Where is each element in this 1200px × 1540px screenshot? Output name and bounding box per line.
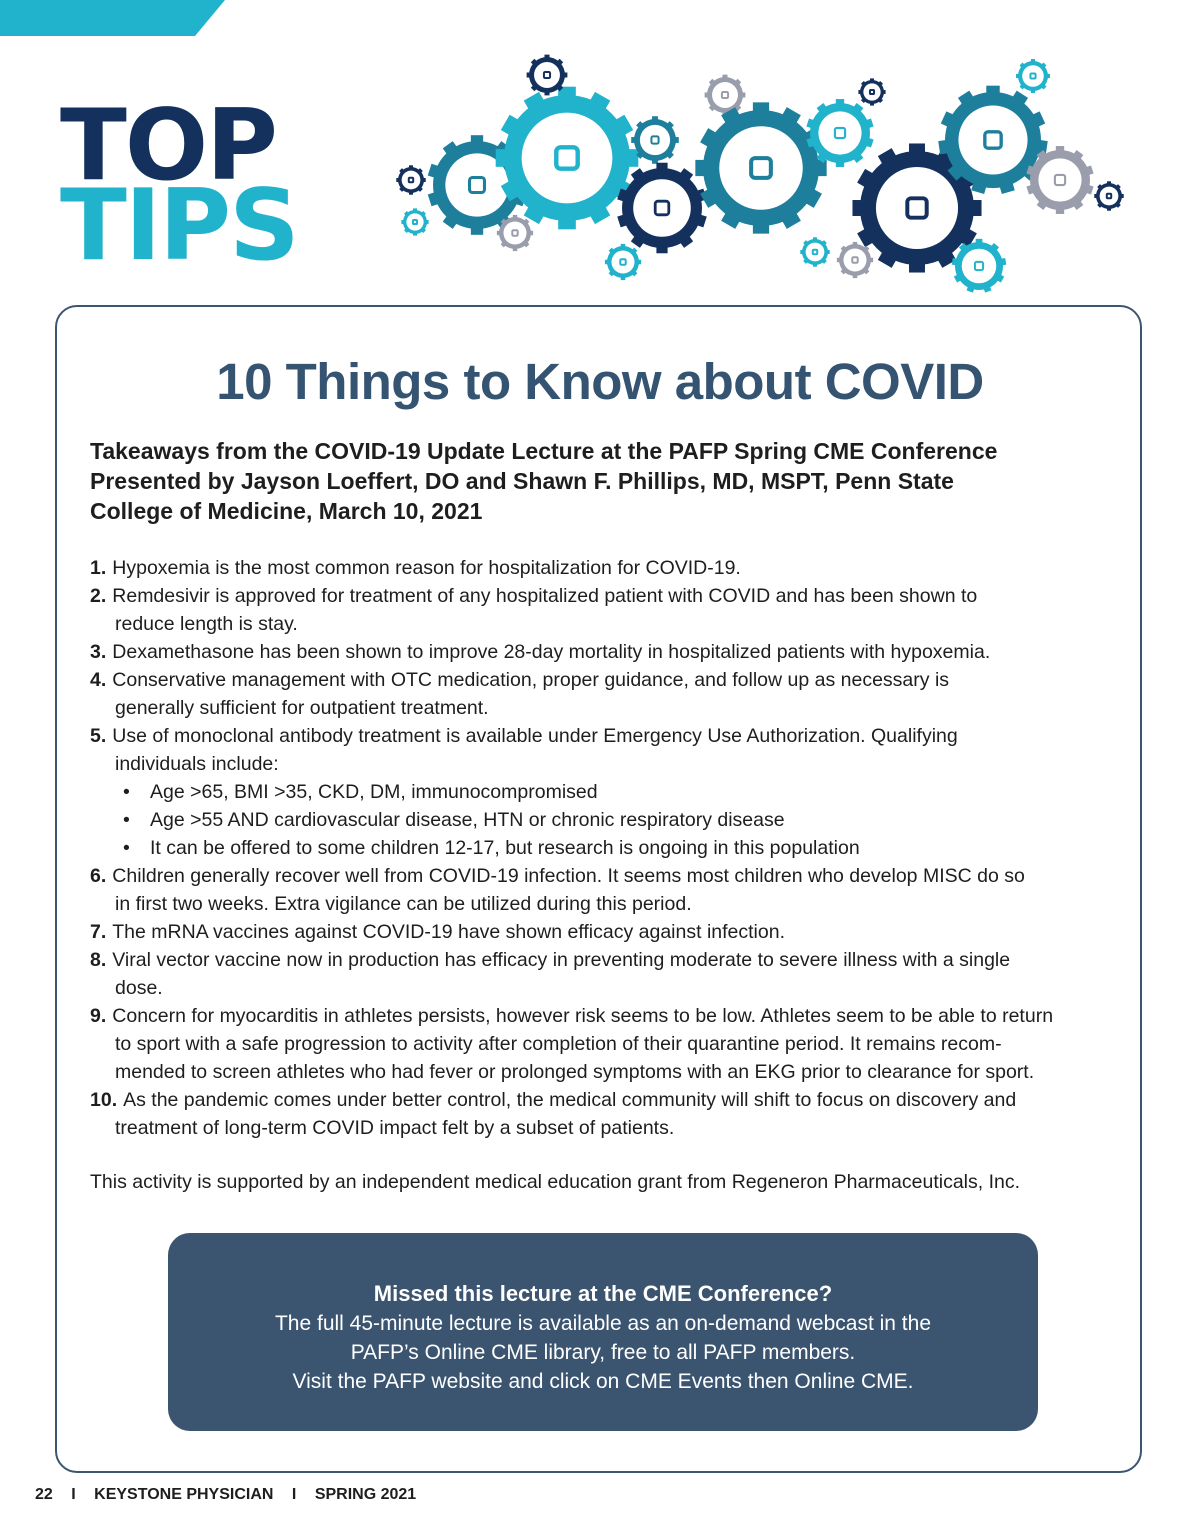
tip-item-9	[90, 1002, 1120, 1030]
tips-list	[90, 554, 1120, 1142]
tip-text: The mRNA vaccines against COVID-19 have shown efficacy against infection.	[112, 921, 785, 943]
shield-icon	[497, 215, 533, 251]
top-tips-masthead	[60, 89, 390, 283]
tip-item-10	[90, 1086, 1120, 1114]
subtitle-line: Presented by Jayson Loeffert, DO and Shawn F. Phillips, MD, MSPT, Penn State	[90, 468, 954, 494]
tip-text: Remdesivir is approved for treatment of any hospitalized patient with COVID and has been shown to	[112, 585, 978, 607]
tip-text-continued: dose.	[115, 977, 163, 999]
tip-number: 2.	[90, 585, 107, 607]
tip-text: Conservative management with OTC medication, proper guidance, and follow up as necessary is	[112, 669, 950, 691]
tip-number: 1.	[90, 557, 107, 579]
small-gear-icon	[858, 78, 885, 105]
tip-text: Dexamethasone has been shown to improve 28-day mortality in hospitalized patients with hypoxemia.	[112, 641, 991, 663]
bullet-text: Age >65, BMI >35, CKD, DM, immunocompromised	[150, 781, 598, 803]
bullet-item	[90, 806, 1120, 834]
virus-icon	[401, 208, 428, 235]
bullet-dot-icon: •	[123, 809, 130, 831]
footer-separator: I	[291, 1486, 297, 1503]
tip-number: 7.	[90, 921, 107, 943]
grant-note: This activity is supported by an independent medical education grant from Regeneron Pharmaceuticals, Inc.	[90, 1171, 1021, 1193]
tip-item-7	[90, 918, 1120, 946]
tip-text: Use of monoclonal antibody treatment is available under Emergency Use Authorization. Qualifying	[112, 725, 958, 747]
pill-icon	[631, 116, 679, 164]
corner-accent-band	[0, 0, 225, 36]
subtitle	[90, 436, 1120, 526]
shield-icon	[952, 239, 1007, 293]
issue-date: SPRING 2021	[314, 1486, 417, 1503]
page-number: 22	[35, 1486, 53, 1503]
promo-heading: Missed this lecture at the CME Conference?	[373, 1281, 833, 1306]
masthead-top-word: TOP	[60, 89, 276, 203]
webcast-promo-box	[168, 1233, 1038, 1431]
tip-item-5	[90, 722, 1120, 750]
tip-item-6	[90, 862, 1120, 890]
promo-line: PAFP’s Online CME library, free to all PAFP members.	[350, 1341, 856, 1364]
small-gear-icon	[1094, 181, 1123, 210]
tip-number: 6.	[90, 865, 107, 887]
promo-line: Visit the PAFP website and click on CME Events then Online CME.	[292, 1370, 914, 1393]
bullet-item	[90, 834, 1120, 862]
tip-text: Hypoxemia is the most common reason for hospitalization for COVID-19.	[112, 557, 741, 579]
tip-text-continued: reduce length is stay.	[115, 613, 298, 635]
tip-number: 10.	[90, 1089, 118, 1111]
subtitle-line: College of Medicine, March 10, 2021	[90, 498, 483, 524]
promo-line: The full 45-minute lecture is available as an on-demand webcast in the	[274, 1312, 932, 1335]
tip-text-continued: individuals include:	[115, 753, 279, 775]
tip-number: 8.	[90, 949, 107, 971]
subtitle-line: Takeaways from the COVID-19 Update Lecture at the PAFP Spring CME Conference	[90, 438, 998, 464]
small-gear-icon	[800, 237, 829, 266]
tip-item-8	[90, 946, 1120, 974]
bullet-item	[90, 778, 1120, 806]
thermometer-icon	[605, 244, 641, 280]
bullet-text: Age >55 AND cardiovascular disease, HTN or chronic respiratory disease	[150, 809, 785, 831]
tip-item-2	[90, 582, 1120, 610]
tip-item-3	[90, 638, 1120, 666]
tip-number: 9.	[90, 1005, 107, 1027]
laptop-medical-icon	[617, 163, 707, 254]
tip-text-continued: generally sufficient for outpatient treatment.	[115, 697, 489, 719]
tip-item-1	[90, 554, 1120, 582]
tip-text-continued: mended to screen athletes who had fever or prolonged symptoms with an EKG prior to clearance for sport.	[115, 1061, 1035, 1083]
tip-text: Concern for myocarditis in athletes persists, however risk seems to be low. Athletes seem to be able to return	[112, 1005, 1054, 1027]
masthead-tips-word: TIPS	[60, 169, 298, 283]
phone-heartbeat-icon	[496, 87, 639, 230]
bullet-dot-icon: •	[123, 781, 130, 803]
bullet-text: It can be offered to some children 12-17, but research is ongoing in this population	[150, 837, 860, 859]
page-footer	[35, 1486, 416, 1504]
footer-separator: I	[71, 1486, 76, 1503]
tip-text: Children generally recover well from COVID-19 infection. It seems most children who develop MISC do so	[112, 865, 1025, 887]
stethoscope-icon	[695, 102, 826, 233]
shield-icon	[837, 242, 873, 278]
tip-text-continued: in first two weeks. Extra vigilance can be utilized during this period.	[115, 893, 692, 915]
tip-text-continued: to sport with a safe progression to activity after completion of their quarantine period. It remains recom-	[115, 1033, 1002, 1055]
clipboard-icon	[705, 75, 746, 116]
medical-gears-illustration	[385, 40, 1145, 300]
tip-item-4	[90, 666, 1120, 694]
tip-text: Viral vector vaccine now in production has efficacy in preventing moderate to severe illness with a single	[112, 949, 1011, 971]
tip-text-continued: treatment of long-term COVID impact felt by a subset of patients.	[115, 1117, 675, 1139]
camera-icon	[1016, 59, 1050, 93]
small-gear-icon	[396, 165, 425, 194]
bullet-dot-icon: •	[123, 837, 130, 859]
publication-name: KEYSTONE PHYSICIAN	[94, 1486, 274, 1503]
tip-number: 4.	[90, 669, 107, 691]
tip-number: 3.	[90, 641, 107, 663]
page-title: 10 Things to Know about COVID	[216, 353, 984, 410]
tip-text: As the pandemic comes under better control, the medical community will shift to focus on discovery and	[123, 1089, 1017, 1111]
virus-icon	[527, 55, 568, 96]
tip-number: 5.	[90, 725, 107, 747]
